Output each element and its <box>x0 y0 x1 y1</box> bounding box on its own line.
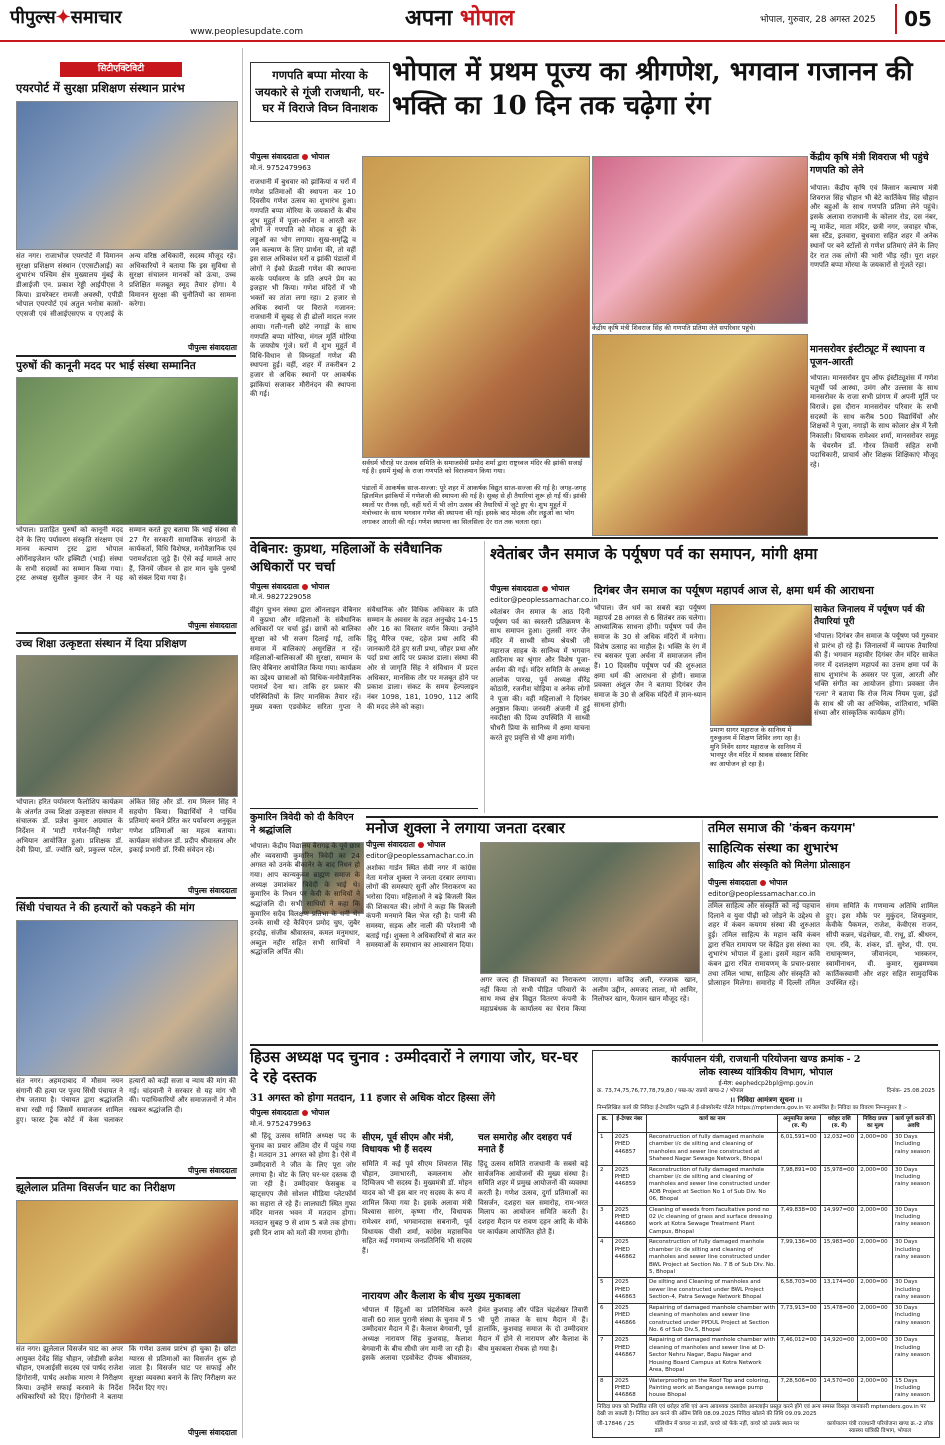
tender-cell: 2,000=00 <box>858 1278 893 1303</box>
divider <box>16 1177 236 1179</box>
tender-cell: 5 <box>598 1278 613 1303</box>
sindhi-credit: पीपुल्स संवाददाता <box>188 1166 237 1175</box>
tender-cell: Waterproofing on the Roof Top and coloring, Painting work at Banganga sewage pump house Bhopal <box>646 1376 778 1401</box>
tender-ref: क्र. 73,74,75,76,77,78,79,80 / पख-क/ राप्रयो खण्ड-2 / भोपाल <box>597 1087 744 1094</box>
tender-ad-code: जी-17846 / 25 <box>597 1420 635 1427</box>
manoj-body-continued: अगर जल्द ही शिकायतों का निराकरण नहीं किया तो सभी पीड़ित परिवारों के साथ मध्य क्षेत्र विद्युत वितरण कंपनी के महाप्रबंधक के कार्यालय का घेराव किया जाएगा। वाजिद अली, रज्जाक खान, अलीम उद्दीन, अमजद लाला, मो आमिर, निलोफर खान, फैजान खान मौजूद रहे। <box>480 976 698 1013</box>
ganesh-mobile: मो.नं. 9752479963 <box>250 164 312 172</box>
tender-signatory: कार्यपालन यंत्री राजधानी परियोजना खण्ड क्र.-2 लोक स्वास्थ्य यांत्रिकी विभाग, भोपाल <box>826 1420 934 1435</box>
tender-col-header: कार्य का नाम <box>646 1115 778 1133</box>
jain-byline <box>490 584 569 594</box>
tender-cell: 7,28,506=00 <box>778 1376 821 1401</box>
jain-headline: श्वेतांबर जैन समाज के पर्यूषण पर्व का समापन, मांगी क्षमा <box>490 544 818 563</box>
ganesh-idol-photo <box>362 156 590 458</box>
page-number: 05 <box>895 4 939 34</box>
tamil-byline-name: पीपुल्स संवाददाता <box>708 878 757 887</box>
tender-cell: 30 Days Including rainy season <box>893 1205 935 1238</box>
tender-cell: Cleaning of weeds from facultative pond no 02 i/c cleaning of grass and surface dressing work at Kotra Sewage Treatment Plant Campus, Bhopal <box>646 1205 778 1238</box>
tender-cell: 7,73,913=00 <box>778 1303 821 1336</box>
jain-byline-name: पीपुल्स संवाददाता <box>490 584 539 593</box>
tender-col-header: अनुमानित लागत (रु. में) <box>778 1115 821 1133</box>
ganesh-byline <box>250 152 329 162</box>
tender-cell: 1 <box>598 1132 613 1165</box>
tender-cell: 7,49,838=00 <box>778 1205 821 1238</box>
ganesh-byline-name: पीपुल्स संवाददाता <box>250 152 299 161</box>
tender-appeal: पॉलिथीन में कचरा ना डालें, कचरे को फेंके नहीं, कचरे को उसके स्थान पर डाले <box>654 1420 800 1435</box>
tender-cell: 2,000=00 <box>858 1336 893 1376</box>
airport-headline: एयरपोर्ट में सुरक्षा प्रशिक्षण संस्थान प्रारंभ <box>16 81 185 95</box>
tamil-body: तमिल साहित्य और संस्कृति को नई पहचान दिलाने व युवा पीढ़ी को जोड़ने के उद्देश्य से शहर में कंबन कयगम संस्था की शुरुआत हुई। तमिल साहित्य के महान कवि कंबन द्वारा रचित रामायण पर केंद्रित इस संस्था का शुभारंभ भोपाल में हुआ। इसमें महान कवि कंबन द्वारा रचित रामायणम् के प्रचार-प्रसार तथा तमिल भाषा, साहित्य और संस्कृति को प्रोत्साहन मिलेगा। समारोह में दिल्ली तमिल संगम समिति के गणमान्य अतिथि शामिल हुए। इस मौके पर मुकुंदन, शिवकुमार, केवीके पैकमल, राजेश, केवीएस राजन, सीपी कन्नन, चंद्रशेखर, वी. राधू, डॉ. श्रीधरन, एम. रवि, के. शंकर, डॉ. सुरेश, पी. एम. राधाकृष्णन, जीवानंदम, भास्करन, स्वामीनाथन, वी. कुमार, सुब्रमण्यम कार्तिकस्वामी और शहर सहित सामुदायिक उपस्थित रहे। <box>708 902 938 988</box>
tender-cell: 4 <box>598 1238 613 1278</box>
tender-cell: 7 <box>598 1336 613 1376</box>
manoj-byline-name: पीपुल्स संवाददाता <box>366 840 415 849</box>
ganesh-byline-place: भोपाल <box>310 152 330 161</box>
tender-cell: 14,920=00 <box>821 1336 858 1376</box>
tender-cell: 7,46,012=00 <box>778 1336 821 1376</box>
tender-cell: Repairing of damaged manhole chamber with cleaning of manholes and sewer line at D-Sector Nehru Nagar, Bapu Nagar and Housing Board Campus at Kotra Network Area, Bhopal <box>646 1336 778 1376</box>
hius-body: श्री हिंदू उत्सव समिति अध्यक्ष पद के चुनाव का प्रचार अंतिम दौर में पहुंच गया है। मतदान 31 अगस्त को होगा है। ऐसे में उम्मीदवारों ने जीत के लिए पूरा जोर लगाया है। वोट के लिए घर-घर दस्तक दी जा रही है। उम्मीदवार फेसबुक व व्हाट्सएप जैसे सोशल मीडिया प्लेटफॉर्म का सहारा ले रहे हैं। लालघाटी स्थित गुफा मंदिर मानस भवन में मतदान होगा। मतदान सुबह 9 से शाम 5 बजे तक होगा। इसी दिन शाम को मतों की गणना होगी। <box>250 1132 356 1237</box>
manoj-byline-place: भोपाल <box>426 840 446 849</box>
tender-cell: Reconstruction of fully damaged manhole chamber i/c de silting and cleaning of manholes and sewer line constructed under ADB Project at Section No 1 of Sub Div. No 06, Bhopal <box>646 1165 778 1205</box>
tender-cell: 2 <box>598 1165 613 1205</box>
newspaper-logo[interactable] <box>10 6 122 30</box>
tamil-byline-place: भोपाल <box>768 878 788 887</box>
section-title-part1: अपना <box>405 5 453 31</box>
airport-credit: पीपुल्स संवाददाता <box>188 343 237 352</box>
tender-cell: 6,58,703=00 <box>778 1278 821 1303</box>
divider <box>250 808 478 809</box>
sindhi-photo <box>16 920 238 1076</box>
tender-row <box>598 1165 935 1205</box>
narayan-body: भोपाल में हिंदुओं का प्रतिनिधित्व करने वाली 60 साल पुरानी संस्था के चुनाव में 5 उम्मीदवार मैदान में हैं। कैलाश बेगवानी, पूर्व अध्यक्ष नारायण सिंह कुशवाह, कैलाश बेगवानी के बीच सीधी जंग मानी जा रही है। इसके अलावा एडवोकेट दीपक श्रीवास्तव, हेमंत कुशवाह और पंडित चंद्रशेखर तिवारी भी पूरी ताकत के साथ मैदान में हैं। हालांकि, कुशवाह समाज के दो उम्मीदवार मैदान में होने से नारायण और कैलाश के बीच मुकाबला रोचक हो गया है। <box>362 1306 588 1363</box>
airport-body: संत नगर। राजाभोज एयरपोर्ट में विमानन सुरक्षा प्रशिक्षण संस्थान (एएसटीआई) का शुभारंभ पश्चिम क्षेत्र मुख्यालय मुंबई के डीआईजी एन. प्रकाश रेड्डी आईपीएस ने किया। डायरेक्टर रामजी अवस्थी, एपीडी भोपाल एयरपोर्ट एवं अतुल भनोत्रा कासो-एएसजी एवं सीआईएसएफ व एएआई के अन्य वरिष्ठ अधिकारी, सदस्य मौजूद रहे। अधिकारियों ने बताया कि इस सुविधा से सुरक्षा संचालन मानकों को ऊंचा, उच्च प्रशिक्षित मजबूत स्मूद तैयार होगा। ये विमानन सुरक्षा की चुनौतियों का सामना करेगा। <box>16 252 236 318</box>
tender-cell: 6 <box>598 1303 613 1336</box>
tender-row <box>598 1205 935 1238</box>
manoj-email[interactable]: editor@peoplessamachar.co.in <box>366 852 474 860</box>
tender-col-header: क्र. <box>598 1115 613 1133</box>
tender-header-1: कार्यपालन यंत्री, राजधानी परियोजना खण्ड क्रमांक - 2 <box>671 1054 861 1065</box>
tender-table <box>597 1114 935 1402</box>
jhulelal-body: संत नगर। झूलेलाल विसर्जन घाट का अपर आयुक्त देवेंद्र सिंह चौहान, जोडीसी ब्रजेश चौहान, एमआईसी सदस्य एवं पार्षद राजेश हिंगोरानी, पार्षद अशोक मारण ने निरीक्षण किया। उन्होंने सफाई करवाने के निर्देश अधिकारियों को दिए। हिंगोरानी ने बताया कि गणेश उत्सव प्रारंभ हो चुका है। छोटा ग्यारस से प्रतिमाओं का विसर्जन शुरू हो जाता है। विसर्जन घाट पर सफाई और सुरक्षा व्यवस्था बनाने के लिए निरीक्षण कर निर्देश दिए गए। <box>16 1345 236 1402</box>
manoj-body: अशोका गार्डन स्थित सेवी नगर में कांग्रेस नेता मनोज शुक्ला ने जनता दरबार लगाया। लोगों की समस्याएं सुनीं और निराकरण का भरोसा दिया। महिलाओं ने बढ़े बिजली बिल की शिकायत की। लोगों ने कहा कि बिजली कंपनी मनमाने बिल भेज रही है। पानी की समस्या, सड़क और नाली की परेशानी भी बताई गई। शुक्ला ने अधिकारियों से बात कर समस्याओं के समाधान का आश्वासन दिया। <box>366 864 476 950</box>
tender-cell: 14,997=00 <box>821 1205 858 1238</box>
tender-cell: 2,000=00 <box>858 1165 893 1205</box>
tender-cell: 2025 PHED 446867 <box>612 1336 646 1376</box>
tender-cell: 30 Days Including rainy season <box>893 1165 935 1205</box>
tender-intro: निम्नलिखित कार्य की निविदा ई-टेण्डरिंग पद्धति से ई-प्रोक्योरमेंट पोर्टल https://mptenders.gov.in पर आमंत्रित है। निविदा का विवरण निम्नानुसार है :- <box>597 1104 907 1111</box>
tender-cell: 7,99,136=00 <box>778 1238 821 1278</box>
saket-body: भोपाल। दिगंबर जैन समाज के पर्यूषण पर्व गुरुवार से प्रारंभ हो रहे हैं। जिनालयों में व्यापक तैयारियां की हैं। भगवान महावीर दिगंबर जैन मंदिर साकेत नगर में दशलक्षण महापर्व का उत्तम क्षमा पर्व के साथ शुभारंभ के अवसर पर पूजा, आरती और भक्ति संगीत का आयोजन होगा। प्रवक्ता जैन 'रत्ना' ने बताया कि रोज नित्य नियम पूजा, इंद्रों के साथ श्री जी का अभिषेक, शांतिधारा, भक्ति संध्या और सांस्कृतिक कार्यक्रम होंगे। <box>814 632 938 718</box>
jain-body: श्वेतांबर जैन समाज के आठ दिनी पर्यूषण पर्व का स्वस्तरी प्रतिक्रमण के साथ समापन हुआ। तुलसी नगर जैन मंदिर में साध्वी सौम्य श्रेयश्री जी महाराज साहब के सानिध्य में भगवान आदिनाथ का श्रृंगार और विशेष पूजा-अर्चना की गई। मंदिर समिति के अध्यक्ष आलोक पारख, पूर्व अध्यक्ष वीरेंद्र कोठारी, रजनीश चोड़िया व अनेक लोगों ने पूजा की। वहीं महिलाओं ने दिगंबर अनुष्ठान किया। जनवरी अंजनी में हुई नवदीक्षा की दिव्य उपस्थिति में साध्वी चौधरी प्रिया के सानिध्य में क्षमा याचना करते हुए प्रवृत्ति से भी क्षमा मांगी। <box>490 608 590 742</box>
mansarovar-body: भोपाल। मानसरोवर ग्रुप ऑफ इंस्टीट्यूशंस में गणेश चतुर्थी पर्व आस्था, उमंग और उल्लास के साथ मानसरोवर के राजा सभी प्रांगण में अपनी मूर्ति पर विराजे। इस दौरान मानसरोवर परिवार के सभी सदस्यों के साथ करीब 500 विद्यार्थियों और शिक्षकों ने पूजा, नगाड़ों के साथ कोलार क्षेत्र में रैली निकाली। विधायक रामेश्वर शर्मा, मानसरोवर समूह के चेयरमैन डॉ. गौरव तिवारी सहित सभी पदाधिकारी, प्राचार्य और शिक्षक शिक्षिकाएं मौजूद रहे। <box>810 374 938 469</box>
saket-headline: साकेत जिनालय में पर्यूषण पर्व की तैयारियां पूरी <box>814 605 925 628</box>
digambar-body: भोपाल। जैन धर्म का सबसे बड़ा पर्यूषण महापर्व 28 अगस्त से 6 सितंबर तक चलेगा। आध्यात्मिक साधना होंगी। पर्यूषण पर्व जैन समाज के 30 से अधिक मंदिरों में मनेगा। विशेष उत्साह का माहौल है। भक्ति के रंग में रच बसकर पूजा अर्चना में समाजजन लीन हैं। 10 दिवसीय पर्यूषण पर्व की शुरुआत क्षमा धर्म की आराधना से होगी। समाज प्रवक्ता अंशुल जैन ने बताया दिगंबर जैन समाज के 30 से अधिक मंदिरों में ज्ञान-ध्यान साधना होगी। <box>594 604 706 709</box>
tamil-headline-1: तमिल समाज की 'कंबन कयगम' <box>708 820 856 835</box>
tender-cell: 13,174=00 <box>821 1278 858 1303</box>
webinar-byline <box>250 582 329 592</box>
tender-cell: Repairing of damaged manhole chamber with cleaning of manholes and sewer line constructed under PPDUL Project at Section No. 6 of Sub Div.5, Bhopal <box>646 1303 778 1336</box>
ganesh-body-col1-text: राजधानी में बुधवार को झांकियां व घरों में गणेश प्रतिमाओं की स्थापना कर 10 दिवसीय गणेश उत्सव का शुभारंभ हुआ। गणपति बप्पा मोरिया के जयकारों के बीच शुभ मुहूर्त में पूजा-अर्चना व आरती कर लोगों ने गणपति को मोदक व बूंदी के लड्डुओं का भोग लगाया। सुख-समृद्धि व जन कल्याण के लिए प्रार्थना की, तो वहीं इस साल अधिकांश घरों व झांकी पंडालों में लोगों ने ईको फ्रेंडली गणेश की स्थापना करके पर्यावरण के प्रति अपने प्रेम का इजहार भी किया। गणेश मंदिरों में भी भक्तों का तांता लगा रहा। 2 हजार से अधिक स्थानों पर विराजे गजानन: राजधानी में सुबह से ही ढोलों मादल नजर आया। गली-गली छोटे नगाड़ों के साथ गणपति बप्पा मोरिया, मंगल मूर्ति मोरिया के जयघोष गूंजे। घरों में शुभ मुहूर्त में विधि-विधान से विघ्नहर्ता गणेश की स्थापना हुई। वहीं, शहर में तकरीबन 2 हजार से अधिक स्थानों पर आकर्षक झांकियां सजाकर मौरीनंदन की स्थापना की गई। <box>250 178 356 399</box>
tender-cell: 2,000=00 <box>858 1205 893 1238</box>
tender-cell: 15,478=00 <box>821 1303 858 1336</box>
legal-aid-photo <box>16 377 238 525</box>
hius-byline-name: पीपुल्स संवाददाता <box>250 1108 299 1117</box>
tender-cell: 2025 PHED 446859 <box>612 1165 646 1205</box>
section-title-part2: भोपाल <box>459 5 515 31</box>
tender-row <box>598 1303 935 1336</box>
tender-table-body <box>598 1132 935 1401</box>
higher-edu-headline: उच्च शिक्षा उत्कृष्टता संस्थान में दिया प्रशिक्षण <box>16 638 187 650</box>
tender-cell: 2,000=00 <box>858 1303 893 1336</box>
divider <box>16 897 236 899</box>
mansarovar-headline: मानसरोवर इंस्टीट्यूट में स्थापना व पूजन-आरती <box>810 344 925 368</box>
jain-byline-place: भोपाल <box>550 584 570 593</box>
city-activity-tag: सिटीएक्टिविटी <box>60 62 182 77</box>
tender-cell: 2025 PHED 446857 <box>612 1132 646 1165</box>
tender-ref-row <box>593 1088 939 1095</box>
tender-cell: 2025 PHED 446868 <box>612 1376 646 1401</box>
manoj-photo <box>480 842 700 974</box>
ganesh-kicker: गणपति बप्पा मोरया के जयकारे से गूंजी राजधानी, घर-घर में विराजे विघ्न विनाशक <box>250 62 390 122</box>
webinar-byline-name: पीपुल्स संवाददाता <box>250 582 299 591</box>
tender-cell: 12,032=00 <box>821 1132 858 1165</box>
tamil-headline-2: साहित्यिक संस्था का शुभारंभ <box>708 840 838 855</box>
legal-aid-credit: पीपुल्स संवाददाता <box>188 621 237 630</box>
tender-cell: 2,000=00 <box>858 1238 893 1278</box>
masthead <box>0 0 945 42</box>
tender-cell: 15,978=00 <box>821 1165 858 1205</box>
hius-byline-place: भोपाल <box>310 1108 330 1117</box>
hius-headline: हिउस अध्यक्ष पद चुनाव : उम्मीदवारों ने लगाया जोर, घर-घर दे रहे दस्तक <box>250 1048 578 1086</box>
tender-cell: 2025 PHED 446866 <box>612 1303 646 1336</box>
tender-row <box>598 1376 935 1401</box>
shivraj-photo <box>592 156 808 324</box>
tender-cell: 2,000=00 <box>858 1376 893 1401</box>
ganesh-photo-caption: सर्वधर्म चौराहे पर उत्सव समिति के समाजसेवी प्रमोद शर्मा द्वारा राष्ट्रध्वज मंदिर की झांकी सजाई गई है। इसमें मुंबई के राजा गणपति को विराजमान किया गया। <box>362 459 583 476</box>
jhulelal-photo <box>16 1200 238 1344</box>
manoj-byline <box>366 840 445 850</box>
jhulelal-credit: पीपुल्स संवाददाता <box>188 1428 237 1437</box>
tender-cell: 3 <box>598 1205 613 1238</box>
hius-mobile: मो.नं. 9752479963 <box>250 1120 312 1128</box>
divider <box>250 537 938 539</box>
byline-dot-icon <box>542 586 548 592</box>
sindhi-headline: सिंधी पंचायत ने की हत्यारों को पकड़ने की मांग <box>16 902 195 914</box>
tamil-email[interactable]: editor@peoplessamachar.co.in <box>708 890 816 898</box>
tender-col-header: निविदा प्रपत्र का मूल्य <box>858 1115 893 1133</box>
higher-edu-body: भोपाल। हरित पर्यावरण फैलोशिप कार्यक्रम के अंतर्गत उच्च शिक्षा उत्कृष्टता संस्थान में संचालक डॉ. प्रज्ञेश कुमार अग्रवाल के निर्देशन में 'माटी गणेश-मिट्टी गणेश' अभियान आयोजित हुआ। प्रशिक्षक डॉ. देवी प्रिया, डॉ. ज्योति खरे, प्रकुल्ल पटेल, अंकित सिंह और डॉ. राम मिलन सिंह ने सहयोग किया। विद्यार्थियों ने पार्थिव प्रतिमाएं बनाने प्रेरित कर पर्यावरण अनुकूल गणेश प्रतिमाओं का महत्व बताया। कार्यक्रम संयोजन डॉ. प्रदीप श्रीवास्तव और इकाई प्रभारी डॉ. रिंकी संवेदन रहे। <box>16 798 236 855</box>
tender-table-header <box>598 1115 935 1133</box>
tender-cell: 8 <box>598 1376 613 1401</box>
column-separator <box>242 48 243 1438</box>
sindhi-body: संत नगर। अहमदाबाद में मौसम नयन संगानी की हत्या पर पूज्य सिंधी पंचायत ने रोष जताया है। पंचायत द्वारा श्रद्धांजलि सभा रखी गई जिसमें समाजजन शामिल हुए। फास्ट ट्रैक कोर्ट में केस चलाकर हत्यारों को कड़ी सजा व न्याय की मांग की गई। चांदवानी ने सरकार से यह मांग भी की। पदाधिकारियों और समाजजनों ने मौन रखकर श्रद्धांजलि दी। <box>16 1077 236 1124</box>
tender-cell: 30 Days Including rainy season <box>893 1303 935 1336</box>
tender-row <box>598 1238 935 1278</box>
tender-cell: 7,98,891=00 <box>778 1165 821 1205</box>
hius-col3-body: हिंदू उत्सव समिति राजधानी के सबसे बड़े सार्वजनिक आयोजनों की मुख्य संस्था है। समिति शहर में प्रमुख आयोजनों की व्यवस्था करती है। गणेश उत्सव, दुर्गा प्रतिमाओं का विसर्जन, दशहरा चल समारोह, राम-भरत मिलाप का आयोजन समिति करती है। दशहरा मैदान पर रावण दहन आदि के मौके पर कार्यक्रम आयोजित होते हैं। <box>478 1160 588 1236</box>
tender-cell: 30 Days Including rainy season <box>893 1336 935 1376</box>
jain-idol-photo <box>710 604 812 726</box>
tender-cell: 2025 PHED 446863 <box>612 1278 646 1303</box>
jain-photo-caption: प्रमाण सागर महाराज के सानिध्य में गुरुकुलम में शिक्षण शिविर लगा रहा है। मुनि निर्वेग सागर महाराज के सानिध्य में भानपुर जैन मंदिर में श्रावक संस्कार शिविर का आयोजन हो रहा है। <box>710 726 808 768</box>
tender-bottom-row <box>593 1419 939 1438</box>
tender-header-2: लोक स्वास्थ्य यांत्रिकीय विभाग, भोपाल <box>699 1066 833 1078</box>
tender-col-header: कार्य पूर्ण करने की अवधि <box>893 1115 935 1133</box>
dateline: भोपाल, गुरुवार, 28 अगस्त 2025 <box>760 15 876 25</box>
tender-cell: 2025 PHED 446860 <box>612 1205 646 1238</box>
byline-dot-icon <box>760 880 766 886</box>
byline-dot-icon <box>418 842 424 848</box>
hius-box-body: समिति में कई पूर्व सीएम शिवराज सिंह चौहान, उमाभारती, कमलनाथ और दिग्विजय भी सदस्य हैं। मुख्यमंत्री डॉ. मोहन यादव को भी इस बार नए सदस्य के रूप में शामिल किया गया है। इसके अलावा मंत्री विश्वास सारंग, कृष्णा गौर, विधायक रामेश्वर शर्मा, भगवानदास सबनानी, पूर्व विधायक पीसी शर्मा, कांग्रेस महासचिव सहित कई गणमान्य जनप्रतिनिधि भी सदस्य हैं। <box>362 1160 472 1255</box>
tender-cell: 2,000=00 <box>858 1132 893 1165</box>
tender-row <box>598 1336 935 1376</box>
tender-cell: 30 Days Including rainy season <box>893 1278 935 1303</box>
digambar-headline: दिगंबर जैन समाज का पर्यूषण महापर्व आज से, क्षमा धर्म की आराधना <box>594 584 874 597</box>
tender-notice <box>592 1050 940 1438</box>
logo-star-icon: ✦ <box>55 7 71 28</box>
webinar-body: वीहुंग चुभन संस्था द्वारा ऑनलाइन वेबिनार में कुप्रथा और महिलाओं के संवैधानिक अधिकारों पर चर्चा हुई। छात्रों को बालिका सुरक्षा को भी सजग दिलाई गई, ताकि समाज में बालिकाएं असुरक्षित न रहें। महिलाओं-बालिकाओं की सुरक्षा, सम्मान के लिए वेबिनार आयोजित किया गया। कार्यक्रम का उद्देश्य छात्राओं को विधिक-मनोवैज्ञानिक परामर्श देना था। ताकि हर प्रकार की परिस्थितियों के लिए मानसिक तैयार रहें। मुख्य वक्ता एडवोकेट सरिता गुप्ता ने संवैधानिक और विधिक अधिकार के प्रति सम्मान के अवसर के तहत अनुच्छेद 14-15 और 16 का विस्तार वर्णन किया। उन्होंने हिंदू मैरिज एक्ट, दहेज प्रथा आदि की जानकारी देते हुए सती प्रथा, जौहर प्रथा और पर्दा प्रथा आदि पर प्रकाश डाला। संस्था की ओर से जागृति सिंह ने संविधान में प्रदत्त अधिकार, मानसिक तौर पर मजबूत होने पर प्रकाश डाला। संकट के समय हेल्पलाइन नंबर 1098, 181, 1090, 112 आदि की मदद लेने को कहा। <box>250 606 478 711</box>
higher-edu-photo <box>16 655 238 797</box>
website-url[interactable]: www.peoplesupdate.com <box>190 27 304 37</box>
webinar-byline-place: भोपाल <box>310 582 330 591</box>
tender-cell: 14,570=00 <box>821 1376 858 1401</box>
tender-cell: 30 Days Including rainy season <box>893 1132 935 1165</box>
ganesh-lower-caption: पंडालों में आकर्षक साज-सज्जा: पूरे शहर में आकर्षक विद्युत साज-सज्जा की गई है। जगह-जगह झिलमिल झांकियों में गणेशजी की स्थापना की गई है। सुबह से ही तैयारियां शुरू हो गईं थीं। झांकी स्थलों पर रौनक रही, वहीं घरों में भी लोग उत्सव की तैयारियों में जुटे हुए थे। शुभ मुहूर्त में मंत्रोच्चार के साथ भगवान गणेश की स्थापना की गई। इसके बाद मोदक और लड्डुओं का भोग लगाकर आरती की गई। गणेश स्थापना का सिलसिला देर रात तक चलता रहा। <box>362 484 587 526</box>
divider <box>250 1044 938 1046</box>
tender-row <box>598 1132 935 1165</box>
column-separator <box>702 820 703 1042</box>
manoj-headline: मनोज शुक्ला ने लगाया जनता दरबार <box>366 819 565 837</box>
column-separator <box>484 541 485 813</box>
kumarin-headline: कुमारिन त्रिवेदी को दी कैविएन ने श्रद्धांजलि <box>250 812 354 836</box>
byline-dot-icon <box>302 154 308 160</box>
tender-cell: Reconstruction of fully damaged manhole chamber i/c de silting and cleaning of manholes and sewer line constructed under BWL Project at Section No. 7 B of Sub Div. No. 5, Bhopal <box>646 1238 778 1278</box>
shivraj-caption: केंद्रीय कृषि मंत्री शिवराज सिंह की गणपति प्रतिमा लेते सपरिवार पहुंचे। <box>592 324 756 332</box>
byline-dot-icon <box>302 1110 308 1116</box>
logo-right: समाचार <box>70 7 122 28</box>
tender-cell: 6,01,591=00 <box>778 1132 821 1165</box>
shivraj-body: भोपाल। केंद्रीय कृषि एवं किसान कल्याण मंत्री शिवराज सिंह चौहान भी बेटे कार्तिकेय सिंह चौहान और बहुओं के साथ गणपति प्रतिमा लेने पहुंचे। इसके अलावा राजधानी के कोलार रोड, दस नंबर, न्यू मार्केट, माता मंदिर, छत्री नगर, जवाहर चौक, बस स्टैंड, इतवारा, बुधवारा सहित शहर में अनेक स्थानों पर बने स्टॉलों से गणेश प्रतिमाएं लेने के लिए देर रात तक लोगों की भारी भीड़ रही। पूरा शहर गणपति बप्पा मोरया के जयकारों से गूंजते रहा। <box>810 184 938 270</box>
byline-dot-icon <box>302 584 308 590</box>
hius-col3-headline: चल समारोह और दशहरा पर्व मनाते हैं <box>478 1133 572 1156</box>
ganesh-headline: भोपाल में प्रथम पूज्य का श्रीगणेश, भगवान गजानन की भक्ति का 10 दिन तक चढ़ेगा रंग <box>392 57 913 121</box>
tender-col-header: धरोहर राशि (रु. में) <box>821 1115 858 1133</box>
divider <box>16 632 236 634</box>
tender-row <box>598 1278 935 1303</box>
tender-cell: 15,983=00 <box>821 1238 858 1278</box>
tender-footer: निविदा प्रपत्र को निर्धारित राशि एवं धरोहर राशि एवं अन्य आवश्यक दस्तावेज आनलाईन प्रस्तुत करने होंगे एवं अन्य समस्त विस्तृत जानकारी mptenders.gov.in पर देखी जा सकती है। निविदा क्रय करने की अंतिम तिथि 08.09.2025 निविदा खोलने की तिथि 09.09.2025 <box>597 1403 926 1418</box>
tender-date: दिनांक- 25.08.2025 <box>886 1087 935 1094</box>
shivraj-headline: केंद्रीय कृषि मंत्री शिवराज भी पहुंचे गणपति को लेने <box>810 152 929 176</box>
tamil-subhead: साहित्य और संस्कृति को मिलेगा प्रोत्साहन <box>708 860 851 871</box>
tender-cell: 15 Days Including rainy season <box>893 1376 935 1401</box>
mansarovar-photo <box>592 334 808 536</box>
hius-byline <box>250 1108 329 1118</box>
jain-email[interactable]: editor@peoplessamachar.co.in <box>490 596 598 604</box>
tender-cell: Reconstruction of fully damaged manhole chamber i/c de silting and cleaning of manholes and sewer line constructed at Shaheed Nagar Sewage Network, Bhopal <box>646 1132 778 1165</box>
tender-cell: 30 Days Including rainy season <box>893 1238 935 1278</box>
legal-aid-headline: पुरुषों की कानूनी मदद पर भाई संस्था सम्मानित <box>16 360 196 372</box>
hius-subhead: 31 अगस्त को होगा मतदान, 11 हजार से अधिक वोटर हिस्सा लेंगे <box>250 1093 496 1104</box>
jhulelal-headline: झूलेलाल प्रतिमा विसर्जन घाट का निरीक्षण <box>16 1182 175 1194</box>
narayan-headline: नारायण और कैलाश के बीच मुख्य मुकाबला <box>362 1291 521 1302</box>
section-title <box>405 4 514 34</box>
tender-notice-title: ।। निविदा आमंत्रण सूचना ।। <box>729 1095 803 1105</box>
divider <box>16 355 236 357</box>
airport-photo <box>16 101 238 250</box>
tamil-byline <box>708 878 787 888</box>
tender-cell: De silting and Cleaning of manholes and sewer line constructed under BWL Project Section-4, Patra Sewage Network Bhopal <box>646 1278 778 1303</box>
tender-email[interactable]: ई-मेल: eephedcp2bpl@mp.gov.in <box>718 1079 814 1087</box>
webinar-mobile: मो.नं. 9827229058 <box>250 593 312 601</box>
logo-left: पीपुल्स <box>10 7 56 28</box>
kumarin-body: भोपाल। केंद्रीय विद्यालय बैरागढ़ के पूर्व छात्र और व्यवसायी कुमारिन त्रिवेदी का 24 अगस्त को उनके बीकानेर के बाद निधन हो गया। आप कान्यकुब्ज ब्राह्मण समाज के अध्यक्ष उमाशंकर त्रिवेदी के भाई थे। कुमारिन के निधन पर केवी के साथियों ने श्रद्धांजलि दी। सभी साथियों ने कहा कि कुमारिन सदैव विलक्षण प्रतिभा के धनी थे। उनके साथी रहे कैविएन प्रमोद चुघ, जुबैर हरदोइ, संजीव श्रीवास्तव, कमल मनुमधार, अब्दुल नहीर सहित सभी साथियों ने श्रद्धांजलि अर्पित की। <box>250 842 360 957</box>
tender-cell: 2025 PHED 446862 <box>612 1238 646 1278</box>
higher-edu-credit: पीपुल्स संवाददाता <box>188 886 237 895</box>
legal-aid-body: भोपाल। प्रताड़ित पुरुषों को कानूनी मदद देने के लिए पर्यावरण संस्कृति संरक्षण एवं मानव कल्याण ट्रस्ट द्वारा भोपाल ऑर्गेनाइजेशन फॉर इक्विटी (भाई) संस्था के सभी सदस्यों का सम्मान किया गया। ट्रस्ट अध्यक्ष सुशील कुमार जैन ने यह सम्मान करते हुए बताया कि भाई संस्था से 27 गैर सरकारी सामाजिक संगठनों के कार्यकर्ता, विधि विशेषज्ञ, मनोवैज्ञानिक एवं परामर्शदाता जुड़े हैं। ऐसे कई मामले आए हैं, जिनमें जीवन से हार मान चुके पुरुषों को संबल दिया गया है। <box>16 526 236 583</box>
webinar-headline: वेबिनार: कुप्रथा, महिलाओं के संवैधानिक अधिकारों पर चर्चा <box>250 542 442 575</box>
hius-box-headline: सीएम, पूर्व सीएम और मंत्री, विधायक भी हैं सदस्य <box>362 1133 455 1156</box>
tender-col-header: ई-टेण्डर नंबर <box>612 1115 646 1133</box>
